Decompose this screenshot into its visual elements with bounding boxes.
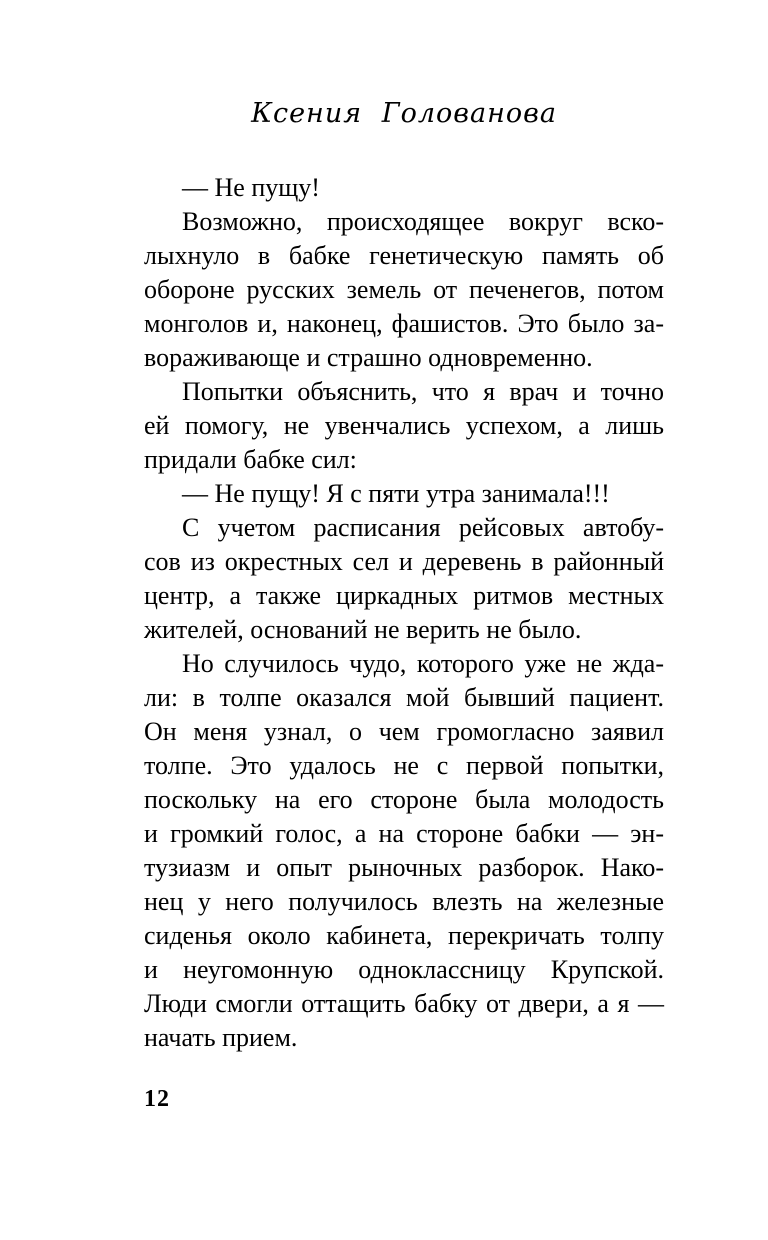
text-line: центр, а также циркадных ритмов местных xyxy=(144,581,664,610)
text-line: вораживающе и страшно одновременно. xyxy=(144,343,593,372)
text-line: Он меня узнал, о чем громогласно заявил xyxy=(144,717,664,746)
text-line: С учетом расписания рейсовых автобу- xyxy=(182,513,664,542)
text-line: жителей, оснований не верить не было. xyxy=(144,615,582,644)
running-header: Ксения Голованова xyxy=(251,98,557,129)
text-line: придали бабке сил: xyxy=(144,445,357,474)
text-line: — Не пущу! xyxy=(182,173,320,202)
text-line: обороне русских земель от печенегов, потом xyxy=(144,275,664,304)
text-line: толпе. Это удалось не с первой попытки, xyxy=(144,751,664,780)
text-line: нец у него получилось влезть на железные xyxy=(144,887,664,916)
text-line: поскольку на его стороне была молодость xyxy=(144,785,664,814)
text-line: Возможно, происходящее вокруг вско- xyxy=(182,207,664,236)
text-line: монголов и, наконец, фашистов. Это было за- xyxy=(144,309,664,338)
text-line: Попытки объяснить, что я врач и точно xyxy=(182,377,664,406)
text-line: ей помогу, не увенчались успехом, а лишь xyxy=(144,411,664,440)
text-line: начать прием. xyxy=(144,1023,298,1052)
text-line: тузиазм и опыт рыночных разборок. Нако- xyxy=(144,853,664,882)
page-number: 12 xyxy=(144,1086,170,1112)
text-line: Люди смогли оттащить бабку от двери, а я — xyxy=(144,989,664,1018)
text-line: — Не пущу! Я с пяти утра занимала!!! xyxy=(182,479,610,508)
text-block xyxy=(144,171,664,1055)
text-line: лыхнуло в бабке генетическую память об xyxy=(144,241,664,270)
text-line: сиденья около кабинета, перекричать толпу xyxy=(144,921,664,950)
text-line: сов из окрестных сел и деревень в районный xyxy=(144,547,664,576)
text-line: и неугомонную одноклассницу Крупской. xyxy=(144,955,664,984)
text-line: и громкий голос, а на стороне бабки — эн- xyxy=(144,819,664,848)
text-line: Но случилось чудо, которого уже не жда- xyxy=(182,649,664,678)
text-line: ли: в толпе оказался мой бывший пациент. xyxy=(144,683,664,712)
